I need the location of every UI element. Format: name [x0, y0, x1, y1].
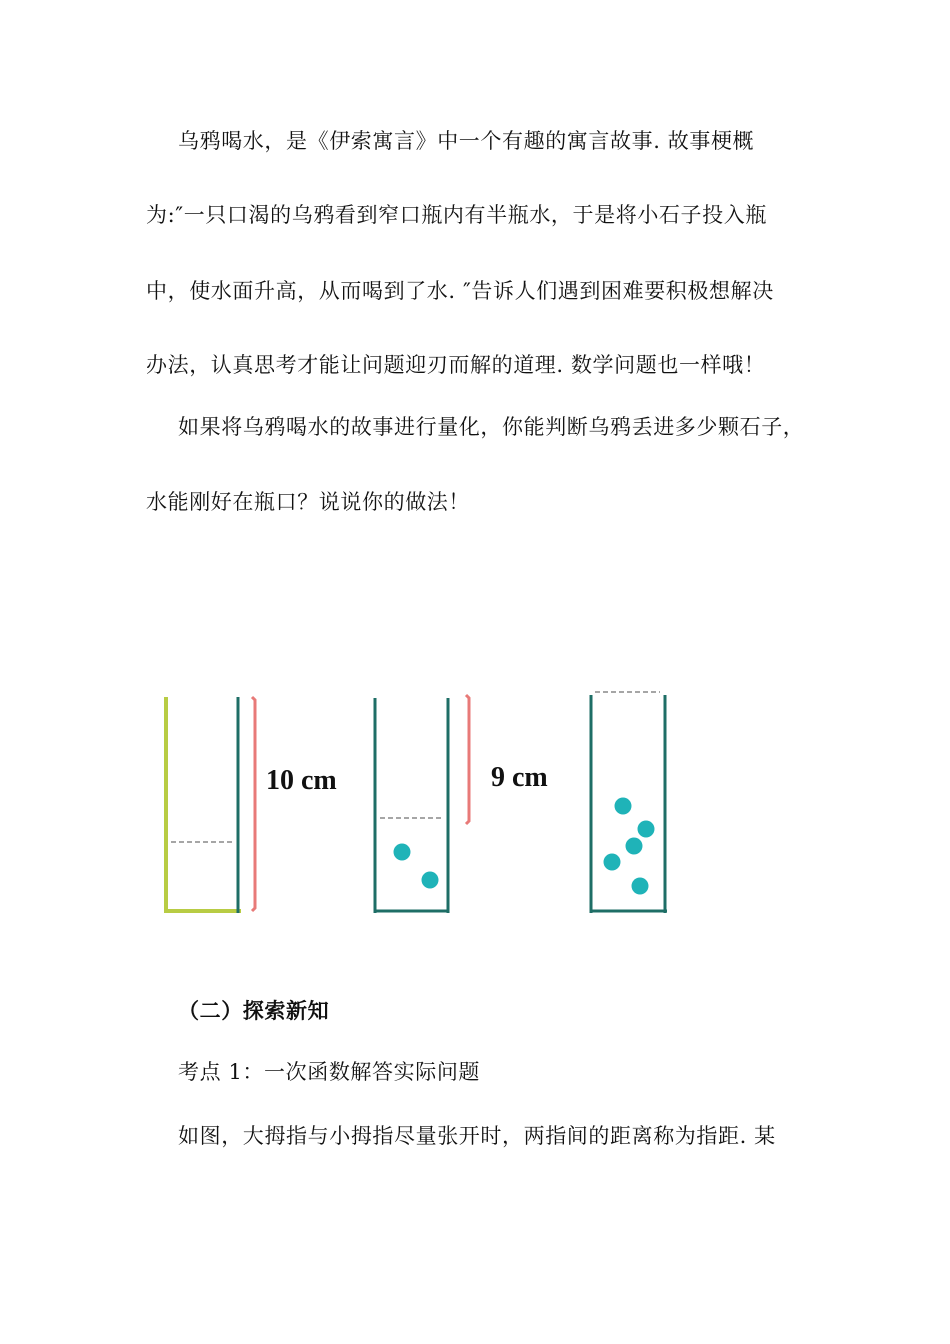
story-line-4: 办法，认真思考才能让问题迎刃而解的道理. 数学问题也一样哦！ [146, 353, 766, 377]
label-9cm: 9 cm [491, 762, 548, 793]
section-heading: （二）探索新知 [178, 998, 330, 1023]
question-line-2: 水能刚好在瓶口？说说你的做法！ [146, 490, 470, 514]
label-10cm: 10 cm [266, 765, 337, 796]
bracket-10cm [252, 697, 255, 911]
stone [604, 854, 621, 871]
story-line-2: 为:″一只口渴的乌鸦看到窄口瓶内有半瓶水，于是将小石子投入瓶 [146, 203, 767, 227]
stone [632, 878, 649, 895]
stone [638, 821, 655, 838]
bottle-2 [374, 698, 449, 913]
bottle-1 [164, 697, 241, 913]
stone [626, 838, 643, 855]
bottle-3 [590, 692, 667, 913]
story-line-1: 乌鸦喝水，是《伊索寓言》中一个有趣的寓言故事. 故事梗概 [178, 129, 755, 153]
stone [615, 798, 632, 815]
exam-point-title: 考点 1：一次函数解答实际问题 [178, 1060, 481, 1084]
stone [422, 872, 439, 889]
section-text: 如图，大拇指与小拇指尽量张开时，两指间的距离称为指距. 某 [178, 1124, 776, 1148]
stone [394, 844, 411, 861]
question-line-1: 如果将乌鸦喝水的故事进行量化，你能判断乌鸦丢进多少颗石子， [178, 415, 805, 439]
bracket-9cm [466, 695, 469, 824]
story-line-3: 中，使水面升高，从而喝到了水. ″告诉人们遇到困难要积极想解决 [146, 279, 774, 303]
